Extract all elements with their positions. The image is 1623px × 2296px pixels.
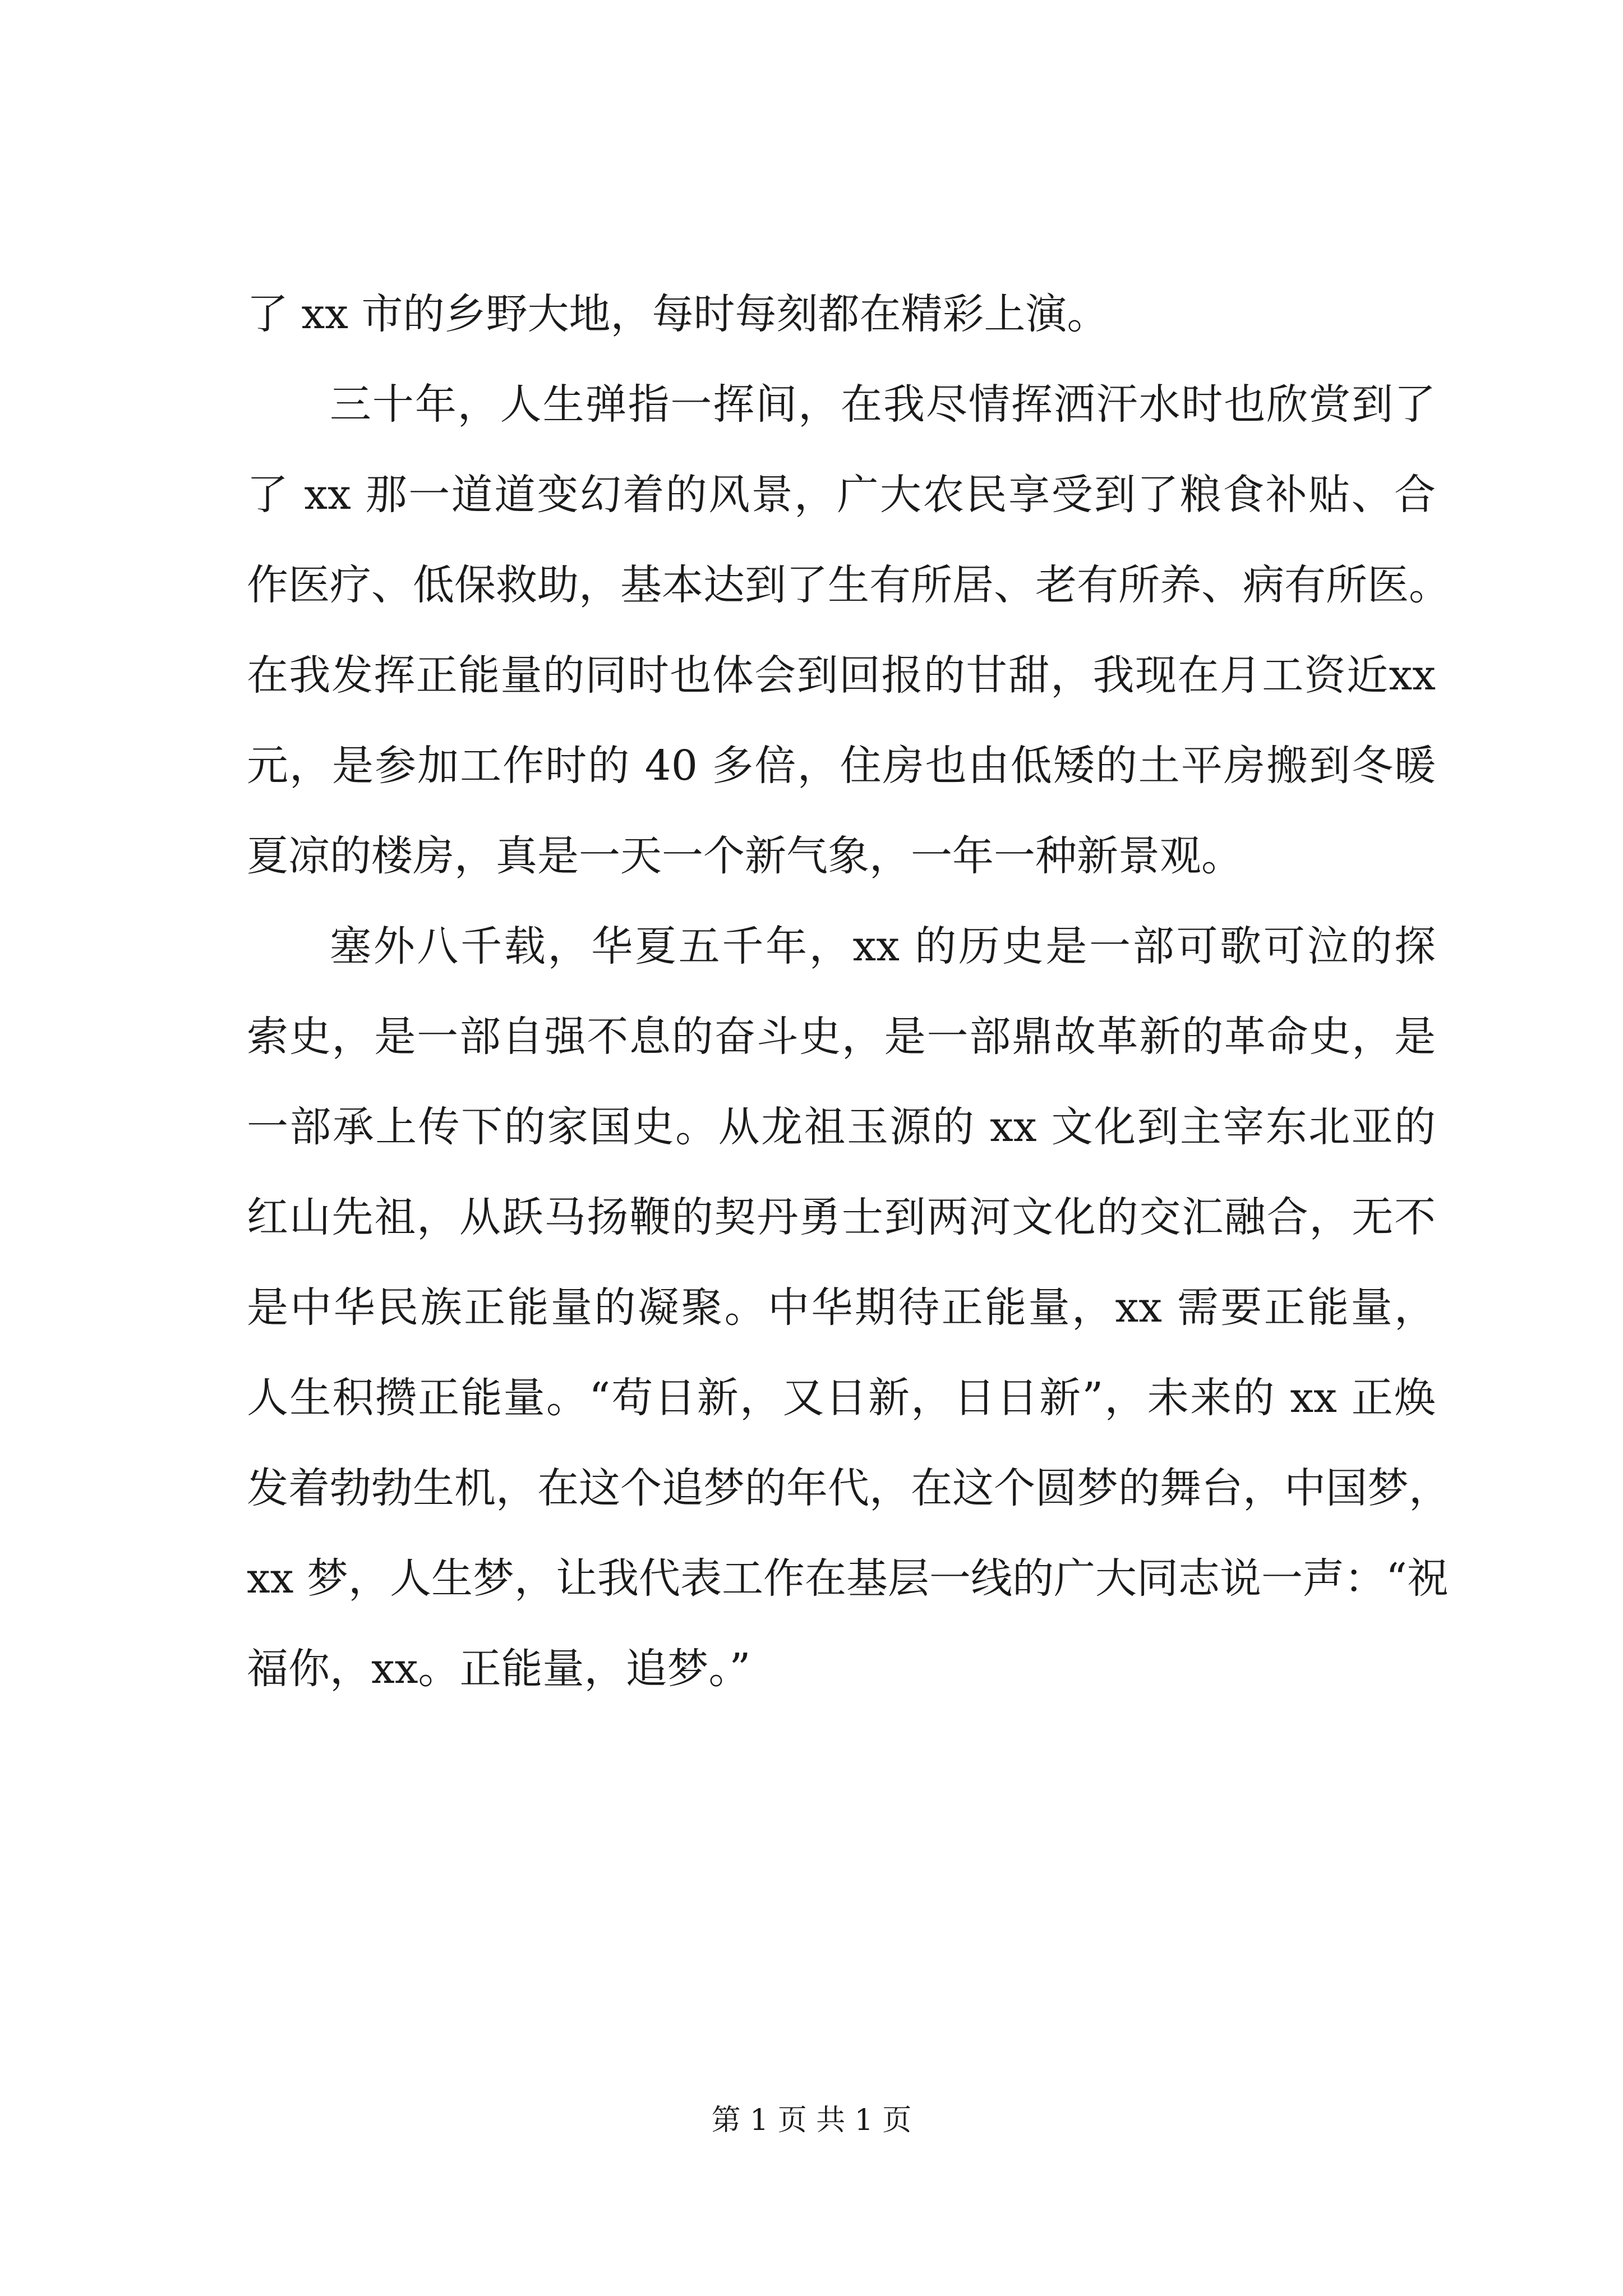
text-line: 一部承上传下的家国史。从龙祖玉源的 xx 文化到主宰东北亚的 xyxy=(247,1103,1436,1151)
text-line: 三十年，人生弹指一挥间，在我尽情挥洒汗水时也欣赏到了 xyxy=(330,380,1436,429)
text-line: 了 xx 那一道道变幻着的风景，广大农民享受到了粮食补贴、合 xyxy=(247,471,1436,519)
text-line: 夏凉的楼房，真是一天一个新气象，一年一种新景观。 xyxy=(247,832,1243,880)
text-line: 在我发挥正能量的同时也体会到回报的甘甜，我现在月工资近xx xyxy=(247,651,1436,700)
text-line: 发着勃勃生机，在这个追梦的年代，在这个圆梦的舞台，中国梦， xyxy=(247,1464,1450,1512)
text-line: 元，是参加工作时的 40 多倍，住房也由低矮的土平房搬到冬暖 xyxy=(247,742,1436,790)
text-line: 塞外八千载，华夏五千年，xx 的历史是一部可歌可泣的探 xyxy=(330,922,1436,970)
text-line: 了 xx 市的乡野大地，每时每刻都在精彩上演。 xyxy=(247,290,1109,338)
text-line: 红山先祖，从跃马扬鞭的契丹勇士到两河文化的交汇融合，无不 xyxy=(247,1193,1436,1241)
text-line: 福你，xx。正能量，追梦。” xyxy=(247,1645,751,1693)
text-line: 索史，是一部自强不息的奋斗史，是一部鼎故革新的革命史，是 xyxy=(247,1013,1436,1061)
page-footer: 第 1 页 共 1 页 xyxy=(711,2104,912,2137)
text-line: xx 梦，人生梦，让我代表工作在基层一线的广大同志说一声：“祝 xyxy=(247,1554,1449,1603)
text-line: 作医疗、低保救助，基本达到了生有所居、老有所养、病有所医。 xyxy=(247,561,1450,609)
text-line: 人生积攒正能量。“苟日新，又日新，日日新”，未来的 xx 正焕 xyxy=(247,1374,1436,1422)
text-line: 是中华民族正能量的凝聚。中华期待正能量，xx 需要正能量， xyxy=(247,1283,1436,1332)
document-body xyxy=(247,269,1450,1714)
